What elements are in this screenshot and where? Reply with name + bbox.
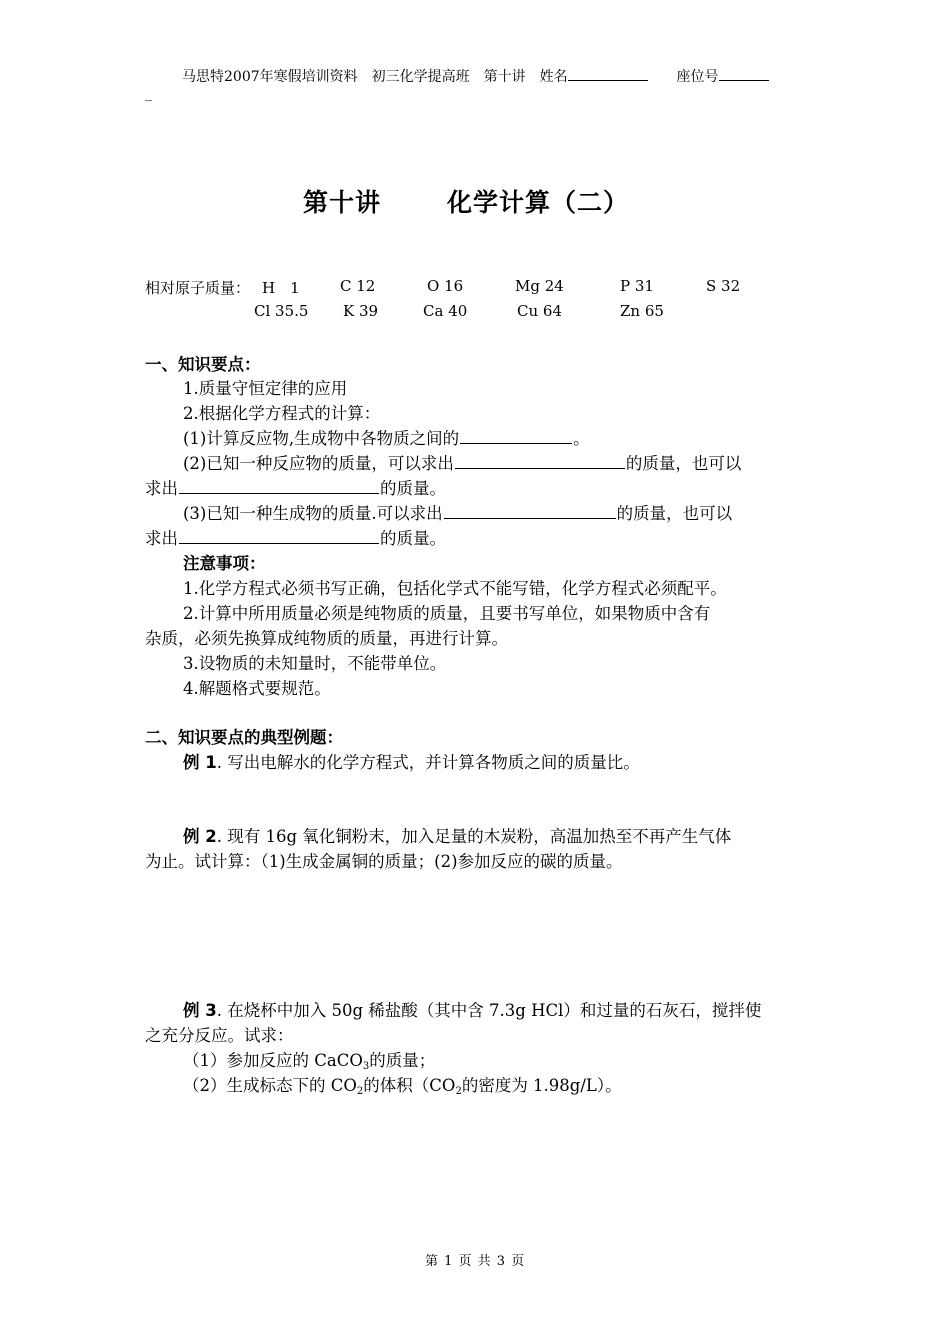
example-3 [183, 997, 761, 1021]
mass-cu: Cu 64 [517, 302, 562, 320]
mass-cl: Cl 35.5 [254, 302, 309, 320]
note-2: 2.计算中所用质量必须是纯物质的质量，且要书写单位，如果物质中含有 [183, 604, 711, 623]
point-2-2 [183, 450, 741, 474]
q1-end: 的质量； [369, 1051, 436, 1070]
mass-zn: Zn 65 [620, 302, 664, 320]
section2-heading: 二、知识要点的典型例题： [145, 728, 343, 747]
point-2-3-cont-text: 求出 [145, 529, 178, 548]
seat-label: 座位号 [676, 69, 719, 85]
point-2-3-text: (3)已知一种生成物的质量.可以求出 [183, 504, 443, 523]
atomic-mass-label: 相对原子质量： [145, 279, 251, 297]
name-blank[interactable] [568, 66, 648, 81]
example-3-q2 [183, 1072, 622, 1096]
answer-blank-2[interactable] [455, 452, 625, 469]
point-2: 2.根据化学方程式的计算： [183, 404, 381, 423]
point-2-3-cont [145, 525, 446, 549]
example-1 [183, 749, 640, 773]
q2-end: 的密度为 1.98g/L）。 [461, 1076, 622, 1095]
title-topic: 化学计算（二） [447, 188, 630, 217]
point-2-1-text: (1)计算反应物,生成物中各物质之间的 [183, 429, 460, 448]
mass-p: P 31 [620, 277, 654, 295]
note-3: 3.设物质的未知量时，不能带单位。 [183, 654, 447, 673]
answer-blank-3[interactable] [179, 477, 379, 494]
point-2-2-text: (2)已知一种反应物的质量，可以求出 [183, 454, 454, 473]
note-1: 1.化学方程式必须书写正确，包括化学式不能写错，化学方程式必须配平。 [183, 579, 727, 598]
point-2-1-end: 。 [573, 429, 590, 448]
mass-h: H 1 [262, 279, 300, 297]
q2-sub2: 2 [455, 1086, 462, 1097]
example-2 [183, 823, 731, 847]
q1-text: （1）参加反应的 CaCO [183, 1051, 363, 1070]
point-2-2-end: 的质量，也可以 [625, 454, 742, 473]
answer-blank-5[interactable] [179, 527, 379, 544]
mass-mg: Mg 24 [515, 277, 564, 295]
note-4: 4.解题格式要规范。 [183, 679, 331, 698]
example-2-text: . 现有 16g 氧化铜粉末，加入足量的木炭粉，高温加热至不再产生气体 [216, 827, 732, 846]
section1-heading: 一、知识要点： [145, 355, 261, 374]
mass-s: S 32 [706, 277, 741, 295]
mass-c: C 12 [340, 277, 376, 295]
header-text: 马思特2007年寒假培训资料 初三化学提高班 第十讲 姓名 [182, 69, 568, 85]
mass-o: O 16 [427, 277, 464, 295]
seat-blank[interactable] [719, 66, 769, 81]
q1-sub: 3 [362, 1061, 370, 1072]
header-stray-mark: _ [145, 86, 152, 102]
mass-k: K 39 [343, 302, 379, 320]
point-2-1 [183, 425, 590, 449]
example-2-cont: 为止。试计算：（1)生成金属铜的质量；(2)参加反应的碳的质量。 [145, 852, 623, 871]
answer-blank-4[interactable] [444, 502, 616, 519]
example-2-label: 例 2 [183, 827, 217, 846]
point-1: 1.质量守恒定律的应用 [183, 379, 348, 398]
title-lecture: 第十讲 [303, 188, 382, 217]
example-3-text: . 在烧杯中加入 50g 稀盐酸（其中含 7.3g HCl）和过量的石灰石，搅拌使 [216, 1001, 762, 1020]
point-2-2-cont-end: 的质量。 [380, 479, 446, 498]
point-2-2-cont [145, 475, 446, 499]
page-header [182, 66, 769, 86]
example-1-label: 例 1 [183, 753, 217, 772]
page-footer: 第 1 页 共 3 页 [425, 1254, 526, 1269]
point-2-3 [183, 500, 732, 524]
point-2-2-cont-text: 求出 [145, 479, 178, 498]
example-3-label: 例 3 [183, 1001, 217, 1020]
q2-mid: 的体积（CO [363, 1076, 456, 1095]
example-3-cont: 之充分反应。试求： [145, 1026, 294, 1045]
example-3-q1 [183, 1047, 435, 1071]
point-2-3-cont-end: 的质量。 [380, 529, 446, 548]
mass-ca: Ca 40 [423, 302, 468, 320]
answer-blank-1[interactable] [460, 427, 572, 444]
q2-sub: 2 [356, 1086, 364, 1097]
example-1-text: . 写出电解水的化学方程式，并计算各物质之间的质量比。 [216, 753, 640, 772]
q2-text: （2）生成标态下的 CO [183, 1076, 357, 1095]
note-2-cont: 杂质，必须先换算成纯物质的质量，再进行计算。 [145, 629, 508, 648]
notes-heading: 注意事项： [183, 554, 266, 573]
point-2-3-end: 的质量，也可以 [616, 504, 733, 523]
